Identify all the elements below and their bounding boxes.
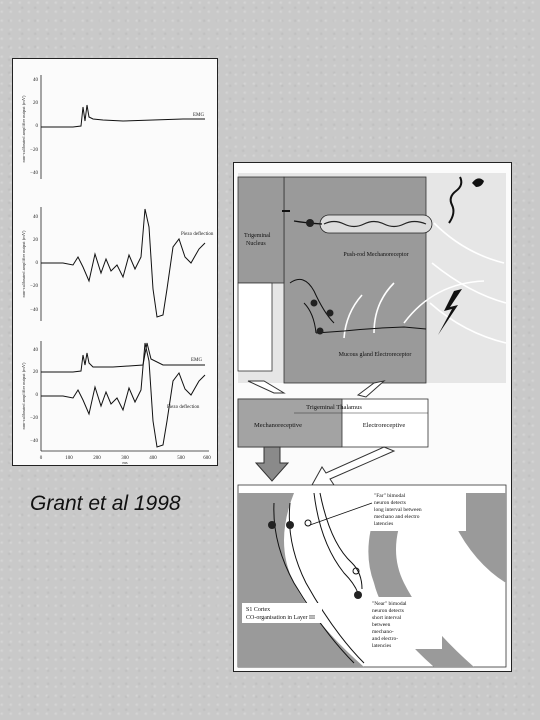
xtick: 400 — [149, 456, 157, 461]
xtick: 200 — [93, 456, 101, 461]
electroreceptor-label: Mucous gland Electroreceptor — [338, 352, 412, 358]
s1-cortex-label: S1 Cortex — [246, 607, 271, 613]
ytick: 20 — [33, 370, 38, 375]
right-figure — [233, 162, 512, 672]
ytick: −40 — [30, 439, 38, 444]
ytick: 20 — [33, 238, 38, 243]
trace-label: EMG — [193, 113, 205, 118]
trace-panel-2 — [21, 207, 214, 321]
far-bimodal-label: long interval between — [374, 507, 422, 513]
near-bimodal-label: latencies — [372, 643, 392, 649]
nucleus-label: Trigeminal — [244, 233, 271, 239]
ytick: −20 — [30, 416, 38, 421]
far-bimodal-label: neuron detects — [374, 500, 406, 506]
citation: Grant et al 1998 — [30, 492, 181, 515]
y-axis-label: non-calibrated amplifier output (mV) — [21, 95, 26, 163]
xtick: 600 — [203, 456, 211, 461]
ytick: 0 — [35, 261, 38, 266]
trace-label: Piezo deflection — [167, 405, 200, 410]
thalamus-header: Trigeminal Thalamus — [306, 404, 362, 411]
near-bimodal-label: and electro- — [372, 636, 399, 642]
trace-panel-3 — [21, 341, 211, 465]
electrophysiology-traces — [13, 59, 217, 465]
near-bimodal-label: between — [372, 622, 391, 628]
x-axis-label: ms — [122, 460, 128, 465]
ytick: 0 — [35, 393, 38, 398]
ytick: 40 — [33, 78, 38, 83]
near-bimodal-label: neuron detects — [372, 608, 404, 614]
ytick: −20 — [30, 284, 38, 289]
xtick: 0 — [39, 456, 43, 461]
push-rod-label: Push-rod Mechanoreceptor — [343, 252, 409, 258]
ytick: 40 — [33, 215, 38, 220]
xtick: 500 — [177, 456, 185, 461]
electroreceptive-label: Electroreceptive — [362, 422, 406, 429]
ytick: −40 — [30, 308, 38, 313]
xtick: 100 — [65, 456, 73, 461]
s1-cortex-label: CO-organisation in Layer III — [246, 615, 316, 621]
xtick: 300 — [121, 456, 129, 461]
far-bimodal-label: mechano and electro — [374, 514, 420, 520]
trace-panel-1 — [21, 75, 205, 179]
ytick: 0 — [35, 124, 38, 129]
left-figure — [12, 58, 218, 466]
near-bimodal-label: short interval — [372, 615, 402, 621]
y-axis-label: non-calibrated amplifier output (mV) — [21, 362, 26, 430]
nucleus-block — [238, 177, 284, 283]
near-bimodal-label: "Near" bimodal — [372, 601, 407, 607]
far-bimodal-label: latencies — [374, 521, 394, 527]
far-bimodal-label: "Far" bimodal — [374, 493, 406, 499]
nucleus-label: Nucleus — [246, 241, 266, 247]
trace-label: Piezo deflection — [181, 232, 214, 237]
trace-label: EMG — [191, 358, 203, 363]
near-bimodal-label: mechano- — [372, 629, 394, 635]
ytick: −40 — [30, 171, 38, 176]
y-axis-label: non-calibrated amplifier output (mV) — [21, 230, 26, 298]
ytick: 20 — [33, 101, 38, 106]
ytick: −20 — [30, 148, 38, 153]
neural-pathway-diagram — [234, 163, 511, 671]
ytick: 40 — [33, 348, 38, 353]
mechanoreceptive-label: Mechanoreceptive — [253, 422, 303, 429]
